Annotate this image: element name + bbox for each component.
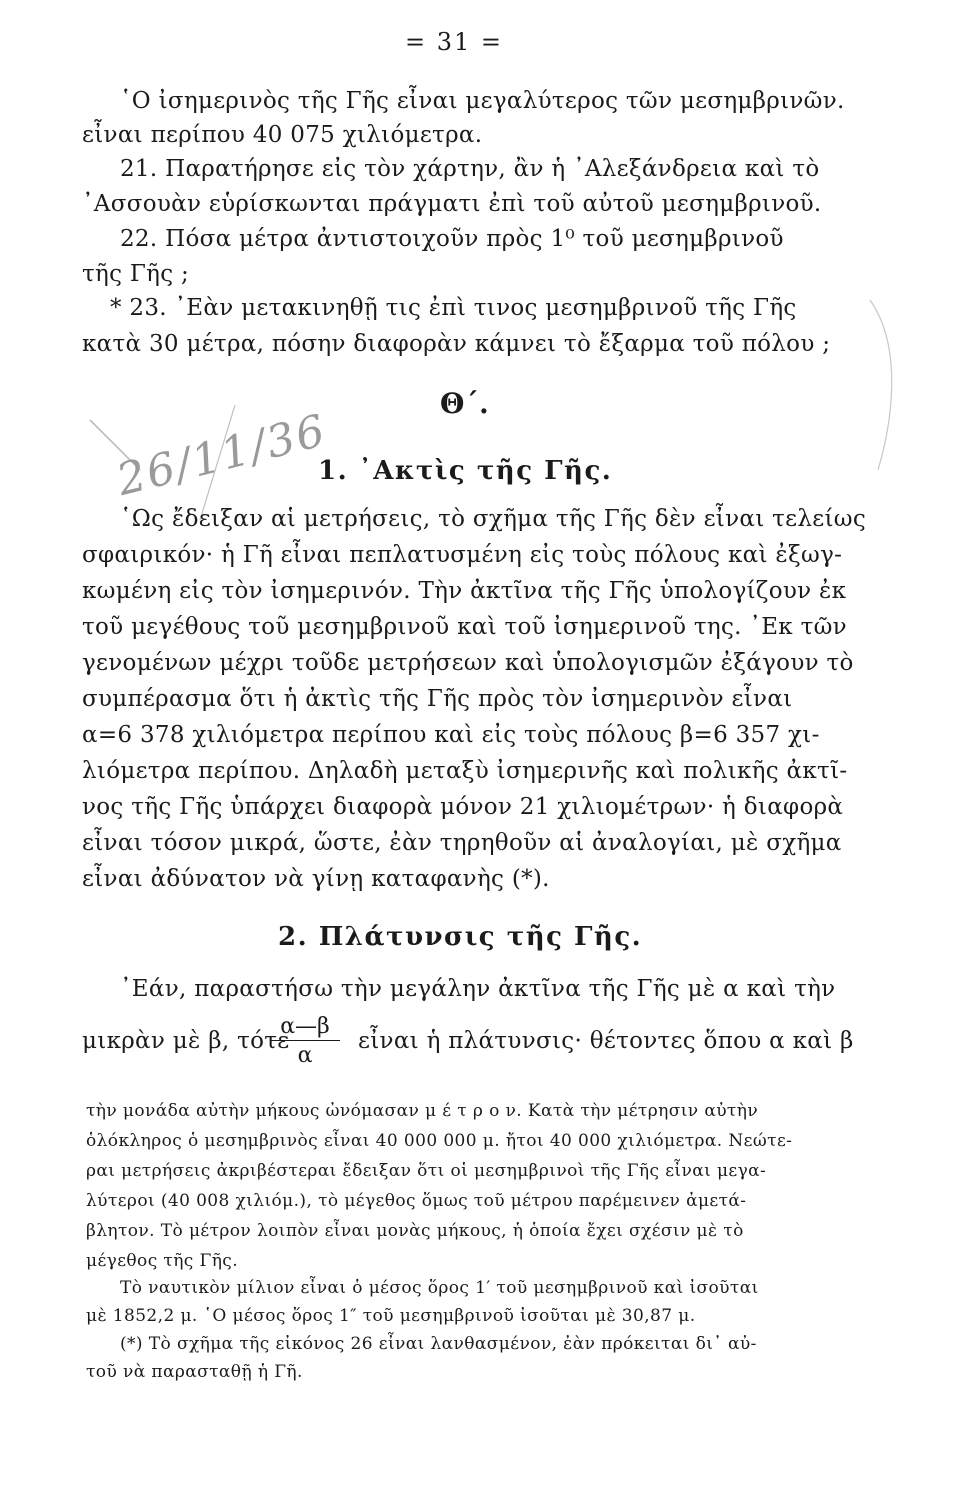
section-2-heading: 2. Πλάτυνσις τῆς Γῆς. <box>278 922 643 952</box>
page-number: = 31 = <box>405 28 504 56</box>
section-1-line: συμπέρασμα ὅτι ἡ ἀκτὶς τῆς Γῆς πρὸς τὸν ἰσημερινὸν εἶναι <box>82 686 793 712</box>
intro-line-2: εἶναι περίπου 40 075 χιλιόμετρα. <box>82 122 483 148</box>
chapter-mark: Θ΄. <box>440 387 490 420</box>
question-23-line-2: κατὰ 30 μέτρα, πόσην διαφορὰν κάμνει τὸ ἔξαρμα τοῦ πόλου ; <box>82 331 831 357</box>
footnote-line: (*) Τὸ σχῆμα τῆς εἰκόνος 26 εἶναι λανθασμένον, ἐὰν πρόκειται δι᾿ αὐ- <box>120 1334 757 1354</box>
footnote-line: ὁλόκληρος ὁ μεσημβρινὸς εἶναι 40 000 000 μ. ἤτοι 40 000 χιλιόμετρα. Νεώτε- <box>86 1131 793 1151</box>
flattening-fraction <box>270 1014 340 1068</box>
section-1-line: εἶναι ἀδύνατον νὰ γίνῃ καταφανὴς (*). <box>82 866 550 892</box>
footnote-line: μέγεθος τῆς Γῆς. <box>86 1251 239 1271</box>
section-1-line: νος τῆς Γῆς ὑπάρχει διαφορὰ μόνον 21 χιλιομέτρων· ἡ διαφορὰ <box>82 794 844 820</box>
footnote-line: τοῦ νὰ παρασταθῇ ἡ Γῆ. <box>86 1362 303 1382</box>
intro-line-1: ῾Ο ἰσημερινὸς τῆς Γῆς εἶναι μεγαλύτερος τῶν μεσημβρινῶν. <box>120 88 845 114</box>
section-1-line: λιόμετρα περίπου. Δηλαδὴ μεταξὺ ἰσημερινῆς καὶ πολικῆς ἀκτῖ- <box>82 758 848 784</box>
section-1-line: κωμένη εἰς τὸν ἰσημερινόν. Τὴν ἀκτῖνα τῆς Γῆς ὑπολογίζουν ἐκ <box>82 578 847 604</box>
question-23-line-1: * 23. ᾿Εὰν μετακινηθῇ τις ἐπὶ τινος μεσημβρινοῦ τῆς Γῆς <box>110 295 797 321</box>
footnote-line: Τὸ ναυτικὸν μίλιον εἶναι ὁ μέσος ὅρος 1′ τοῦ μεσημβρινοῦ καὶ ἰσοῦται <box>120 1278 759 1298</box>
handwritten-date-note: 26/11/36 <box>112 404 332 507</box>
section-1-line: σφαιρικόν· ἡ Γῆ εἶναι πεπλατυσμένη εἰς τοὺς πόλους καὶ ἐξωγ- <box>82 542 843 568</box>
fraction-denominator: α <box>297 1043 313 1068</box>
footnote-line: λύτεροι (40 008 χιλιόμ.), τὸ μέγεθος ὅμως τοῦ μέτρου παρέμεινεν ἀμετά- <box>86 1191 747 1211</box>
footnote-line: βλητον. Τὸ μέτρον λοιπὸν εἶναι μονὰς μήκους, ἡ ὁποία ἔχει σχέσιν μὲ τὸ <box>86 1221 744 1241</box>
section-1-line: τοῦ μεγέθους τοῦ μεσημβρινοῦ καὶ τοῦ ἰσημερινοῦ της. ᾿Εκ τῶν <box>82 614 847 640</box>
question-22-line-2: τῆς Γῆς ; <box>82 261 190 287</box>
section-1-line: γενομένων μέχρι τοῦδε μετρήσεων καὶ ὑπολογισμῶν ἐξάγουν τὸ <box>82 650 854 676</box>
footnote-line: ραι μετρήσεις ἀκριβέστεραι ἔδειξαν ὅτι οἱ μεσημβρινοὶ τῆς Γῆς εἶναι μεγα- <box>86 1161 767 1181</box>
section-2-line-2-start: μικρὰν μὲ β, τότε <box>82 1028 290 1054</box>
section-1-line: εἶναι τόσον μικρά, ὥστε, ἐὰν τηρηθοῦν αἱ ἀναλογίαι, μὲ σχῆμα <box>82 830 842 856</box>
question-21-line-1: 21. Παρατήρησε εἰς τὸν χάρτην, ἂν ἡ ᾿Αλεξάνδρεια καὶ τὸ <box>120 156 820 182</box>
question-22-line-1: 22. Πόσα μέτρα ἀντιστοιχοῦν πρὸς 1⁰ τοῦ μεσημβρινοῦ <box>120 226 784 252</box>
question-21-line-2: ᾿Ασσουὰν εὑρίσκωνται πράγματι ἐπὶ τοῦ αὐτοῦ μεσημβρινοῦ. <box>82 191 822 217</box>
section-1-line: ῾Ως ἔδειξαν αἱ μετρήσεις, τὸ σχῆμα τῆς Γῆς δὲν εἶναι τελείως <box>120 506 867 532</box>
section-2-line-2-end: εἶναι ἡ πλάτυνσις· θέτοντες ὅπου α καὶ β <box>358 1028 854 1054</box>
footnote-line: τὴν μονάδα αὐτὴν μήκους ὠνόμασαν μ έ τ ρ ο ν. Κατὰ τὴν μέτρησιν αὐτὴν <box>86 1101 759 1121</box>
fraction-numerator: α—β <box>270 1014 340 1041</box>
footnote-line: μὲ 1852,2 μ. ῾Ο μέσος ὅρος 1″ τοῦ μεσημβρινοῦ ἰσοῦται μὲ 30,87 μ. <box>86 1306 696 1326</box>
section-2-line-1: ᾿Εάν, παραστήσω τὴν μεγάλην ἀκτῖνα τῆς Γῆς μὲ α καὶ τὴν <box>120 976 836 1002</box>
section-1-heading: 1. ᾿Ακτὶς τῆς Γῆς. <box>318 456 613 486</box>
section-1-line: α=6 378 χιλιόμετρα περίπου καὶ εἰς τοὺς πόλους β=6 357 χι- <box>82 722 820 748</box>
